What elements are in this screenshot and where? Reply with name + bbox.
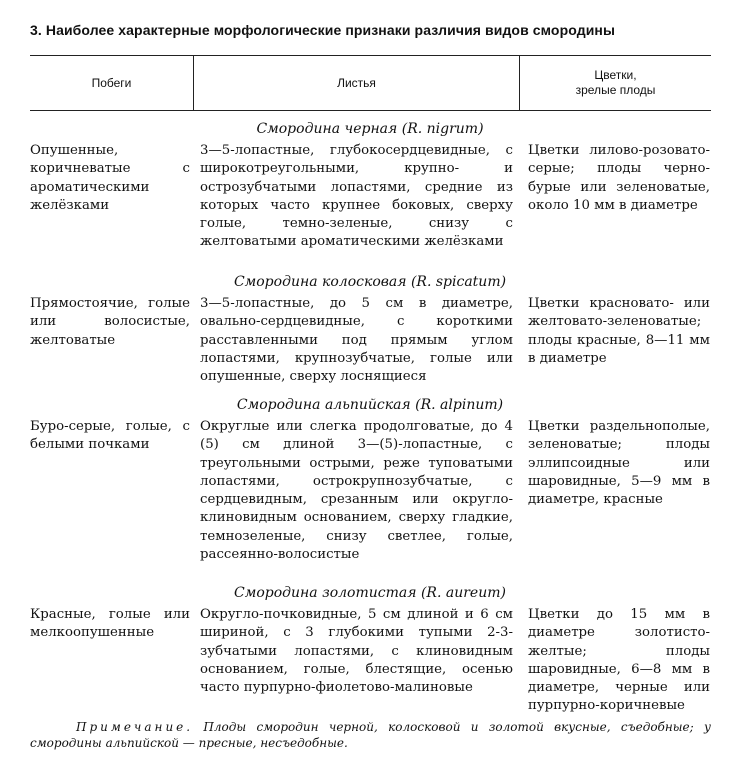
note-label: Примечание. bbox=[76, 720, 194, 734]
header-bottom-rule bbox=[30, 110, 711, 111]
flowers-cell: Цветки раздельнополые, зеленоватые; плоды эллипсоидные или шаровидные, 5—9 мм в диаметре, красные bbox=[528, 419, 710, 508]
header-leaves: Листья bbox=[337, 75, 376, 90]
table-title: 3. Наиболее характерные морфологические признаки различия видов смородины bbox=[30, 22, 616, 38]
species-heading: Смородина колосковая (R. spicatum) bbox=[233, 274, 507, 290]
species-heading: Смородина золотистая (R. aureum) bbox=[234, 585, 506, 601]
flowers-cell: Цветки красновато- или желтовато-зеленоватые; плоды красные, 8—11 мм в диаметре bbox=[528, 296, 710, 366]
flowers-cell: Цветки до 15 мм в диаметре золотисто-желтые; плоды шаровидные, 6—8 мм в диаметре, черные или пурпурно-коричневые bbox=[528, 607, 710, 714]
header-shoots: Побеги bbox=[91, 75, 132, 90]
table-note bbox=[30, 719, 711, 751]
header-flowers bbox=[520, 56, 711, 110]
leaves-cell: 3—5-лопастные, до 5 см в диаметре, овально-сердцевидные, с короткими расставленными под прямым углом лопастями, крупнозубчатые, голые или опушенные, сверху лоснящиеся bbox=[200, 296, 513, 385]
species-heading: Смородина альпийская (R. alpinum) bbox=[236, 397, 504, 413]
flowers-cell: Цветки лилово-розовато-серые; плоды черно-бурые или зеленоватые, около 10 мм в диаметре bbox=[528, 143, 710, 213]
shoots-cell: Опушенные, коричневатые с ароматическими желёзками bbox=[30, 143, 190, 213]
header-flowers-line1: Цветки, bbox=[594, 68, 637, 82]
species-heading: Смородина черная (R. nigrum) bbox=[256, 121, 484, 137]
leaves-cell: Округлые или слегка продолговатые, до 4 (5) см длиной 3—(5)-лопастные, с треугольными острыми, реже туповатыми лопастями, острокрупнозубчатые, с сердцевидным, срезанным или округло-клиновидным основанием, сверху гладкие, темнозеленые, снизу светлее, голые, рассеянно-волосистые bbox=[200, 419, 513, 563]
leaves-cell: Округло-почковидные, 5 см длиной и 6 см шириной, с 3 глубокими тупыми 2-3-зубчатыми лопастями, с клиновидным основанием, голые, блестящие, осенью часто пурпурно-фиолетово-малиновые bbox=[200, 607, 513, 696]
note-text: Плоды смородин черной, колосковой и золотой вкусные, съедобные; у смородины альпийской — пресные, несъедобные. bbox=[30, 720, 711, 750]
shoots-cell: Буро-серые, голые, с белыми почками bbox=[30, 419, 190, 453]
shoots-cell: Красные, голые или мелкоопушенные bbox=[30, 607, 190, 641]
leaves-cell: 3—5-лопастные, глубокосердцевидные, с широкотреугольными, крупно- и острозубчатыми лопастями, средние из которых часто крупнее боковых, сверху голые, темно-зеленые, снизу с желтоватыми ароматическими желёзками bbox=[200, 143, 513, 250]
header-flowers-line2: зрелые плоды bbox=[575, 83, 656, 97]
shoots-cell: Прямостоячие, голые или волосистые, желтоватые bbox=[30, 296, 190, 348]
